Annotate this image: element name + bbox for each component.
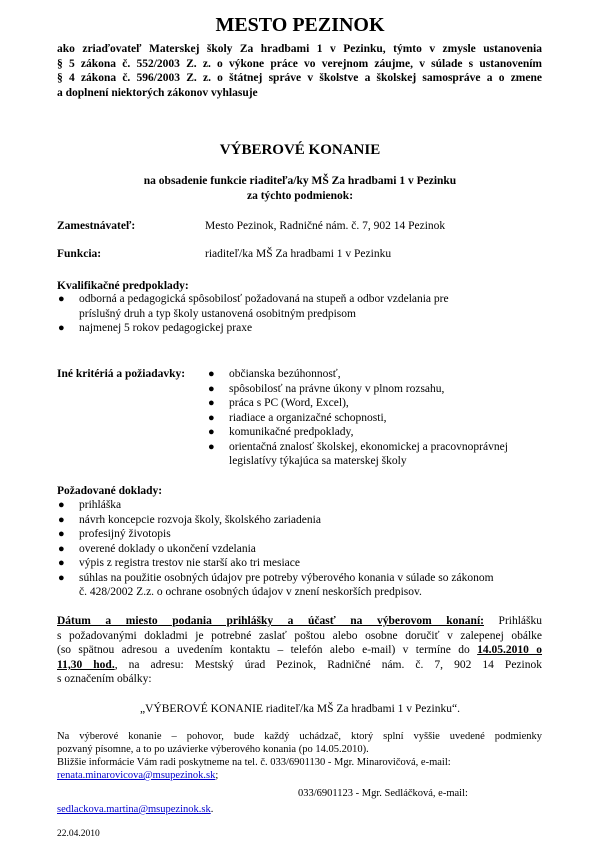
function-label: Funkcia: <box>57 248 102 260</box>
employer-value: Mesto Pezinok, Radničné nám. č. 7, 902 14 Pezinok <box>205 220 446 232</box>
list-item: ● občianska bezúhonnosť, <box>208 368 341 380</box>
intro-line: ako zriaďovateľ Materskej školy Za hradbami 1 v Pezinku, týmto v zmysle ustanovenia <box>57 43 542 55</box>
bullet-icon: ● <box>58 322 65 334</box>
bullet-icon: ● <box>208 397 215 409</box>
list-item: ● súhlas na použitie osobných údajov pre potreby výberového konania v súlade so zákonom č. 428/2002 Z.z. o ochrane osobných údajov v znení neskorších predpisov. <box>58 571 494 598</box>
list-item: ● profesijný životopis <box>58 528 171 540</box>
submission-text: s označením obálky: <box>57 673 152 685</box>
footer-info-line: Bližšie informácie Vám radi poskytneme na tel. č. 033/6901130 - Mgr. Minarovičová, e-mail: <box>57 757 451 768</box>
intro-line: § 5 zákona č. 552/2003 Z. z. o výkone práce vo verejnom záujme, v súlade s ustanovením <box>57 57 542 70</box>
deadline-time: 11,30 hod. <box>57 658 115 671</box>
list-item: ● návrh koncepcie rozvoja školy, školského zariadenia <box>58 513 321 526</box>
submission-label: Dátum a miesto podania prihlášky a účasť na výberovom konaní: <box>57 615 484 627</box>
bullet-icon: ● <box>58 542 65 555</box>
bullet-icon: ● <box>58 528 65 540</box>
list-item: ● práca s PC (Word, Excel), <box>208 397 349 409</box>
document-date: 22.04.2010 <box>57 829 100 839</box>
bullet-icon: ● <box>208 382 215 395</box>
page-title: MESTO PEZINOK <box>215 14 385 36</box>
intro-paragraph <box>57 42 542 100</box>
criteria-heading: Iné kritériá a požiadavky: <box>57 368 186 380</box>
submission-text: , na adresu: Mestský úrad Pezinok, Radničné nám. č. 7, 902 14 Pezinok <box>114 658 542 671</box>
email-link-minarovicova[interactable]: renata.minarovicova@msupezinok.sk <box>57 770 216 781</box>
list-item: ● overené doklady o ukončení vzdelania <box>58 542 256 555</box>
list-item: ● riadiace a organizačné schopnosti, <box>208 411 387 424</box>
footer-note-line: Na výberové konanie – pohovor, bude každý uchádzač, ktorý splní vyššie uvedené podmienky <box>57 731 542 742</box>
footer-notes: Na výberové konanie – pohovor, bude každý uchádzač, ktorý splní vyššie uvedené podmienky pozvaný písomne, a to po uzávierke výberového konania (po 14.05.2010). Bližšie informácie Vám radi poskytneme na tel. č. 033/6901130 - Mgr. Minarovičová, e-mail: renata.minarovicova@msupezinok.sk; <box>57 731 542 781</box>
submission-text: (so spätnou adresou a uvedením kontaktu – telefón alebo e-mail) v termíne do <box>57 644 478 656</box>
competition-title: VÝBEROVÉ KONANIE <box>219 142 381 158</box>
submission-text: s požadovanými dokladmi je potrebné zaslať poštou alebo osobne doručiť v zalepenej obálke <box>57 629 542 642</box>
criteria-list <box>208 367 549 469</box>
qualifications-heading: Kvalifikačné predpoklady: <box>57 280 189 292</box>
submission-text: Prihlášku <box>483 615 542 627</box>
bullet-icon: ● <box>58 571 65 584</box>
documents-list <box>58 498 559 600</box>
list-item: ● orientačná znalosť školskej, ekonomickej a pracovnoprávnej legislatívy týkajúca sa materskej školy <box>208 440 508 467</box>
bullet-icon: ● <box>208 426 215 438</box>
list-item: ● spôsobilosť na právne úkony v plnom rozsahu, <box>208 382 445 395</box>
list-item: ● výpis z registra trestov nie starší ako tri mesiace <box>58 557 300 569</box>
qualifications-list <box>58 292 549 336</box>
bullet-icon: ● <box>208 368 215 380</box>
deadline-date: 14.05.2010 o <box>477 644 543 656</box>
footer-note-line: pozvaný písomne, a to po uzávierke výberového konania (po 14.05.2010). <box>57 744 369 755</box>
bullet-icon: ● <box>58 557 65 569</box>
competition-subtitle-line: za týchto podmienok: <box>246 189 354 202</box>
bullet-icon: ● <box>208 440 215 453</box>
competition-subtitle-line: na obsadenie funkcie riaditeľa/ky MŠ Za hradbami 1 v Pezinku <box>143 175 457 187</box>
bullet-icon: ● <box>58 293 65 305</box>
intro-line: § 4 zákona č. 596/2003 Z. z. o štátnej správe v školstve a školskej samospráve a o zmene <box>57 72 542 84</box>
intro-line: a doplnení niektorých zákonov vyhlasuje <box>57 86 258 99</box>
list-item: ● odborná a pedagogická spôsobilosť požadovaná na stupeň a odbor vzdelania pre príslušný druh a typ školy ustanovená osobitným predpisom <box>58 293 449 320</box>
contact-sedlackova: 033/6901123 - Mgr. Sedláčková, e-mail: <box>298 788 468 799</box>
bullet-icon: ● <box>58 499 65 511</box>
bullet-icon: ● <box>58 513 65 526</box>
envelope-label: „VÝBEROVÉ KONANIE riaditeľ/ka MŠ Za hradbami 1 v Pezinku“. <box>140 703 460 715</box>
bullet-icon: ● <box>208 411 215 424</box>
list-item: ● komunikačné predpoklady, <box>208 426 354 438</box>
employer-label: Zamestnávateľ: <box>57 220 136 232</box>
list-item: ● prihláška <box>58 499 122 511</box>
list-item: ● najmenej 5 rokov pedagogickej praxe <box>58 322 253 334</box>
competition-subtitle <box>0 174 600 203</box>
function-value: riaditeľ/ka MŠ Za hradbami 1 v Pezinku <box>205 248 392 260</box>
document-page: MESTO PEZINOK ako zriaďovateľ Materskej školy Za hradbami 1 v Pezinku, týmto v zmysle ustanovenia § 5 zákona č. 552/2003 Z. z. o výkone práce vo verejnom záujme, v súlade s ustanovením § 4 zákona č. 596/2003 Z. z. o štátnej správe v školstve a školskej samospráve a o zmene a doplnení niektorých zákonov vyhlasuje VÝBEROVÉ KONANIE na obsadenie funkcie riaditeľa/ky MŠ Za hradbami 1 v Pezinku za týchto podmienok: Zamestnávateľ: Mesto Pezinok, Radničné nám. č. 7, 902 14 Pezinok Funkcia: riaditeľ/ka MŠ Za hradbami 1 v Pezinku Kvalifikačné predpoklady: ● odborná a pedagogická spôsobilosť požadovaná na stupeň a odbor vzdelania pre príslušný druh a typ školy ustanovená osobitným predpisom ● najmenej 5 rokov pedagogickej praxe Iné kritériá a požiadavky: ● občianska bezúhonnosť, ● spôsobilosť na právne úkony v plnom rozsahu, ● práca s PC (Word, Excel), ● riadiace a organizačné schopnosti, ● komunikačné predpoklady, ● orientačná znalosť školskej, ekonomickej a pracovnoprávnej legislatívy týkajúca sa materskej školy Požadované doklady: ● prihláška ● návrh koncepcie rozvoja školy, školského zariadenia ● profesijný životopis ● overené doklady o ukončení vzdelania ● výpis z registra trestov nie starší ako tri mesiace ● súhlas na použitie osobných údajov pre potreby výberového konania v súlade so zákonom č. 428/2002 Z.z. o ochrane osobných údajov v znení neskorších predpisov. Dátum a miesto podania prihlášky a účasť na výberovom konaní: Prihlášku s požadovanými dokladmi je potrebné zaslať poštou alebo osobne doručiť v zalepenej obálke (so spätnou adresou a uvedením kontaktu – telefón alebo e-mail) v termíne do 14.05.2010 o 11,30 hod., na adresu: Mestský úrad Pezinok, Radničné nám. č. 7, 902 14 Pezinok s označením obálky: „VÝBEROVÉ KONANIE riaditeľ/ka MŠ Za hradbami 1 v Pezinku“. Na výberové konanie – pohovor, bude každý uchádzač, ktorý splní vyššie uvedené podmienky pozvaný písomne, a to po uzávierke výberového konania (po 14.05.2010). Bližšie informácie Vám radi poskytneme na tel. č. 033/6901130 - Mgr. Minarovičová, e-mail: renata.minarovicova@msupezinok.sk; 033/6901123 - Mgr. Sedláčková, e-mail: sedlackova.martina@msupezinok.sk. 22.04.2010 <box>0 0 600 850</box>
submission-paragraph <box>57 614 542 687</box>
email-link-sedlackova[interactable]: sedlackova.martina@msupezinok.sk <box>57 804 211 815</box>
documents-heading: Požadované doklady: <box>57 485 163 497</box>
